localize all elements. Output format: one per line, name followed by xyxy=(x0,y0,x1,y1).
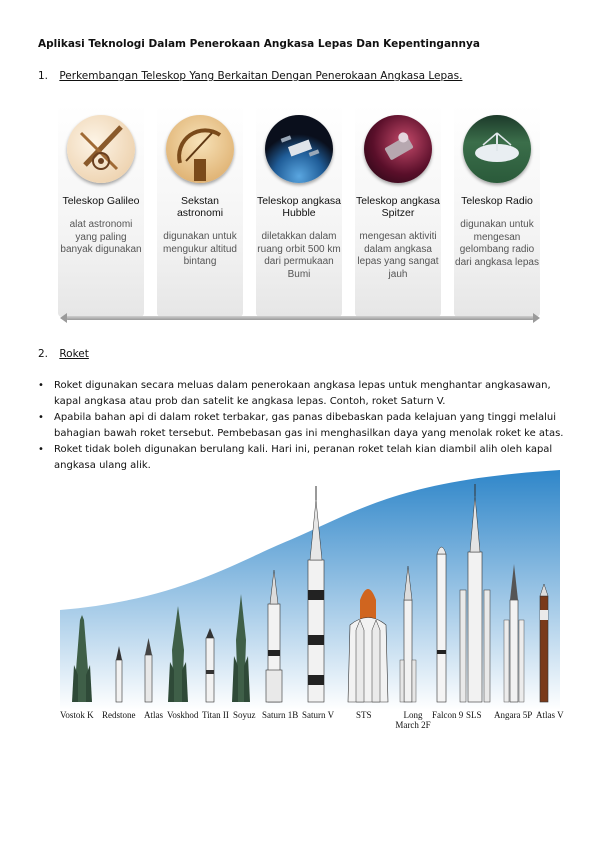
section-2-number: 2. xyxy=(38,348,49,360)
rocket-label: Angara 5P xyxy=(494,710,533,720)
bullet-dot: • xyxy=(38,444,44,455)
panel-scrollbar xyxy=(66,316,534,320)
section-2-title: Roket xyxy=(59,348,89,360)
telescope-desc: alat astronomi yang paling banyak digunakan xyxy=(60,219,142,255)
bullet-text: Roket digunakan secara meluas dalam penerokaan angkasa lepas untuk menghantar angkasawan, kapal angkasa atau prob dan satelit ke angkasa lepas. Contoh, roket Saturn V. xyxy=(54,380,551,407)
rocket-label: Voskhod xyxy=(167,710,199,720)
sextant-image xyxy=(166,115,234,183)
telescope-card-sextant xyxy=(157,105,243,317)
telescope-name: Teleskop Radio xyxy=(461,195,533,207)
rocket-label: Falcon 9 xyxy=(432,710,464,720)
galileo-telescope-image xyxy=(67,115,135,183)
rocket-label: Redstone xyxy=(102,710,136,720)
bullet-dot: • xyxy=(38,412,44,423)
telescope-card-galileo xyxy=(58,105,144,317)
rocket-label: SLS xyxy=(466,710,482,720)
rocket-label: Atlas V xyxy=(536,710,564,720)
rockets-illustration xyxy=(60,470,560,710)
section-2-heading xyxy=(38,348,89,360)
section-1-heading xyxy=(38,70,462,82)
rocket-label: Long March 2F xyxy=(395,710,431,730)
telescope-card-radio xyxy=(454,105,540,317)
telescope-desc: diletakkan dalam ruang orbit 500 km dari permukaan Bumi xyxy=(257,231,341,280)
rocket-label: Saturn V xyxy=(302,710,335,720)
telescope-name: Teleskop angkasa Hubble xyxy=(256,195,342,219)
bullet-item xyxy=(38,378,568,410)
rocket-label: Vostok K xyxy=(60,710,94,720)
spitzer-telescope-image xyxy=(364,115,432,183)
radio-telescope-image xyxy=(463,115,531,183)
rocket-label: Titan II xyxy=(202,710,229,720)
telescope-desc: digunakan untuk mengesan gelombang radio dari angkasa lepas xyxy=(455,219,539,268)
scroll-left-arrow-icon xyxy=(60,313,67,323)
rocket-labels xyxy=(60,710,570,740)
rocket-label: Saturn 1B xyxy=(262,710,299,720)
rocket-titan-ii xyxy=(206,628,214,702)
telescope-card-spitzer xyxy=(355,105,441,317)
section-1-title: Perkembangan Teleskop Yang Berkaitan Dengan Penerokaan Angkasa Lepas. xyxy=(59,70,463,82)
rocket-saturn-v xyxy=(308,486,324,702)
telescope-panel xyxy=(58,105,542,327)
rocket-label: STS xyxy=(356,710,372,720)
telescope-name: Teleskop angkasa Spitzer xyxy=(355,195,441,219)
rocket-atlas-v xyxy=(540,584,548,702)
telescope-name: Teleskop Galileo xyxy=(62,195,140,207)
rocket-label: Soyuz xyxy=(233,710,256,720)
rocket-label: Atlas xyxy=(144,710,163,720)
telescope-card-hubble xyxy=(256,105,342,317)
section-1-number: 1. xyxy=(38,70,49,82)
bullet-dot: • xyxy=(38,380,44,391)
hubble-telescope-image xyxy=(265,115,333,183)
bullet-text: Roket tidak boleh digunakan berulang kali. Hari ini, peranan roket telah kian diambil alih oleh kapal angkasa ulang alik. xyxy=(54,444,553,471)
bullet-text: Apabila bahan api di dalam roket terbakar, gas panas dibebaskan pada kelajuan yang tinggi melalui bahagian bawah roket tersebut. Pembebasan gas ini menghasilkan daya yang menolak roket ke atas. xyxy=(54,412,564,439)
telescope-desc: digunakan untuk mengukur altitud bintang xyxy=(163,231,237,267)
rocket-bullet-list xyxy=(38,378,568,474)
document-title: Aplikasi Teknologi Dalam Penerokaan Angkasa Lepas Dan Kepentingannya xyxy=(38,38,480,50)
telescope-name: Sekstan astronomi xyxy=(176,195,224,219)
telescope-desc: mengesan aktiviti dalam angkasa lepas yang sangat jauh xyxy=(357,231,439,280)
scroll-right-arrow-icon xyxy=(533,313,540,323)
bullet-item xyxy=(38,410,568,442)
rocket-falcon-9 xyxy=(437,547,446,702)
